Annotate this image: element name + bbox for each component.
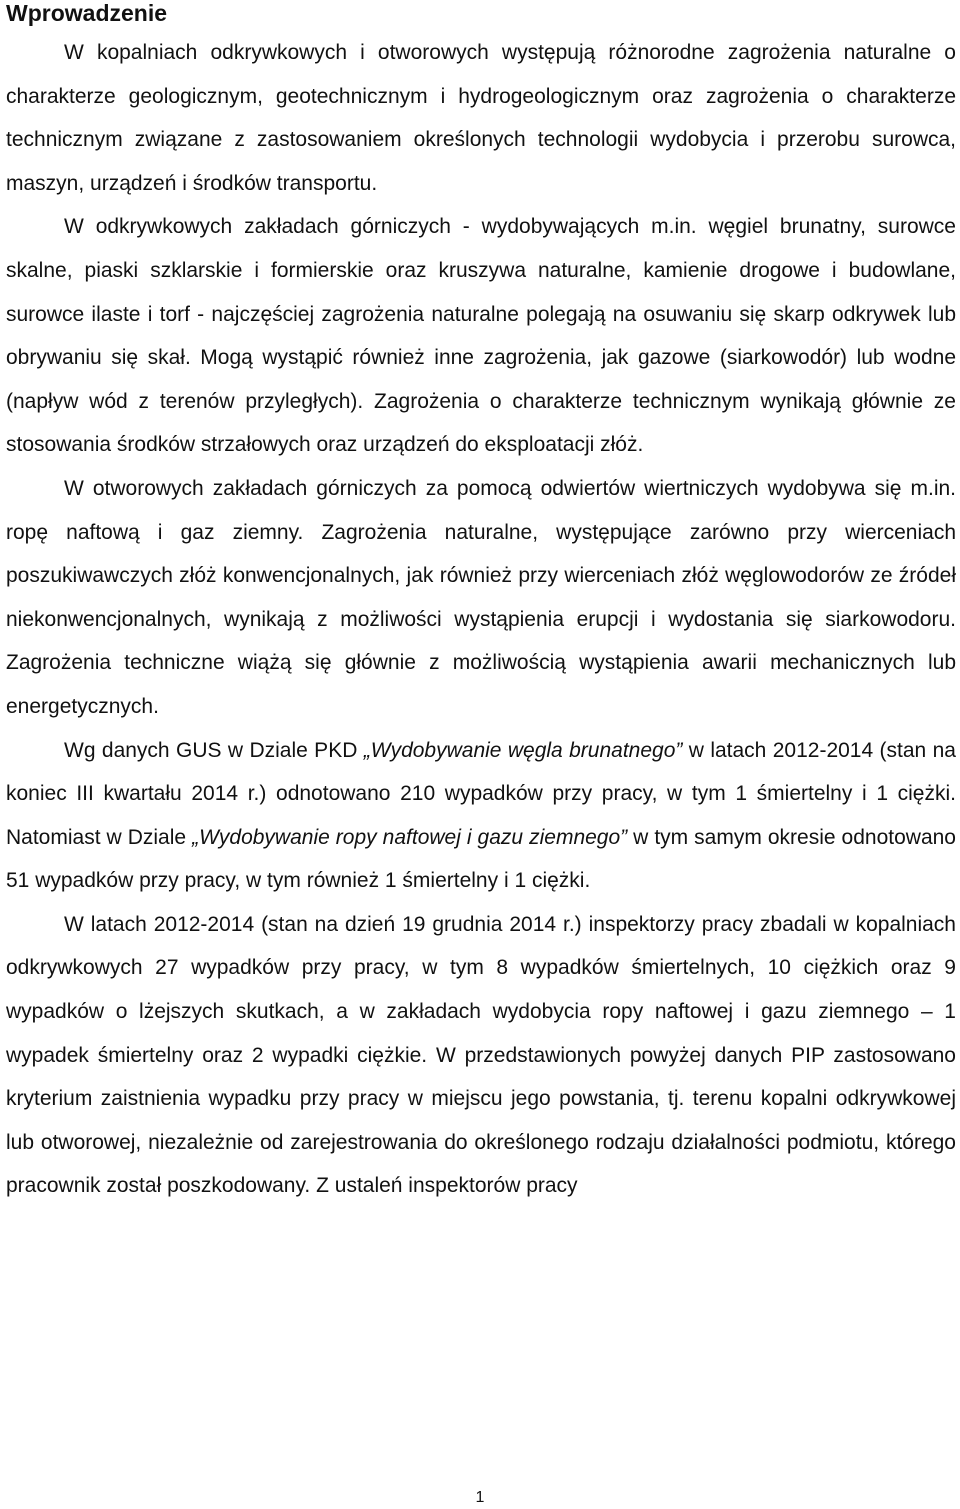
- paragraph-gus-statistics: [6, 729, 956, 903]
- paragraph-borehole-mines: W otworowych zakładach górniczych za pomocą odwiertów wiertniczych wydobywa się m.in. ropę naftową i gaz ziemny. Zagrożenia naturalne, występujące zarówno przy wierceniach poszukiwawczych złóż konwencjonalnych, jak również przy wierceniach złóż węglowodorów ze źródeł niekonwencjonalnych, wynikają z możliwości wystąpienia erupcji i wydostania się siarkowodoru. Zagrożenia techniczne wiążą się głównie z możliwością wystąpienia awarii mechanicznych lub energetycznych.: [6, 476, 956, 718]
- paragraph-pip-inspections: W latach 2012-2014 (stan na dzień 19 grudnia 2014 r.) inspektorzy pracy zbadali w kopalniach odkrywkowych 27 wypadków przy pracy, w tym 8 wypadków śmiertelnych, 10 ciężkich oraz 9 wypadków o lżejszych skutkach, a w zakładach wydobycia ropy naftowej i gazu ziemnego – 1 wypadek śmiertelny oraz 2 wypadki ciężkie. W przedstawionych powyżej danych PIP zastosowano kryterium zaistnienia wypadku przy pracy w miejscu jego powstania, tj. terenu kopalni odkrywkowej lub otworowej, niezależnie od zarejestrowania do określonego rodzaju działalności podmiotu, którego pracownik został poszkodowany. Z ustaleń inspektorów pracy: [6, 912, 956, 1198]
- paragraph-open-pit-mines: W odkrywkowych zakładach górniczych - wydobywających m.in. węgiel brunatny, surowce skalne, piaski szklarskie i formierskie oraz kruszywa naturalne, kamienie drogowe i budowlane, surowce ilaste i torf - najczęściej zagrożenia naturalne polegają na osuwaniu się skarp odkrywek lub obrywaniu się skał. Mogą wystąpić również inne zagrożenia, jak gazowe (siarkowodór) lub wodne (napływ wód z terenów przyległych). Zagrożenia o charakterze technicznym wynikają głównie ze stosowania środków strzałowych oraz urządzeń do eksploatacji złóż.: [6, 215, 956, 457]
- gus-text-1: Wg danych GUS w Dziale PKD: [64, 738, 364, 762]
- pkd-lignite-title: „Wydobywanie węgla brunatnego”: [363, 738, 683, 762]
- section-heading: Wprowadzenie: [6, 0, 168, 26]
- page-number: 1: [475, 1489, 485, 1506]
- gus-text-2: w latach 2012-2014 (stan na koniec III kwartału 2014 r.) odnotowano 210 wypadków przy pracy, w tym 1 śmiertelny i 1 ciężki. Natomiast w Dziale: [6, 738, 956, 849]
- pkd-oil-gas-title: „Wydobywanie ropy naftowej i gazu ziemnego”: [192, 825, 628, 849]
- paragraph-intro: W kopalniach odkrywkowych i otworowych występują różnorodne zagrożenia naturalne o charakterze geologicznym, geotechnicznym i hydrogeologicznym oraz zagrożenia o charakterze technicznym związane z zastosowaniem określonych technologii wydobycia i przerobu surowca, maszyn, urządzeń i środków transportu.: [6, 41, 956, 195]
- body-text: [6, 31, 956, 1208]
- gus-text-3: w tym samym okresie odnotowano 51 wypadków przy pracy, w tym również 1 śmiertelny i 1 ciężki.: [6, 825, 956, 893]
